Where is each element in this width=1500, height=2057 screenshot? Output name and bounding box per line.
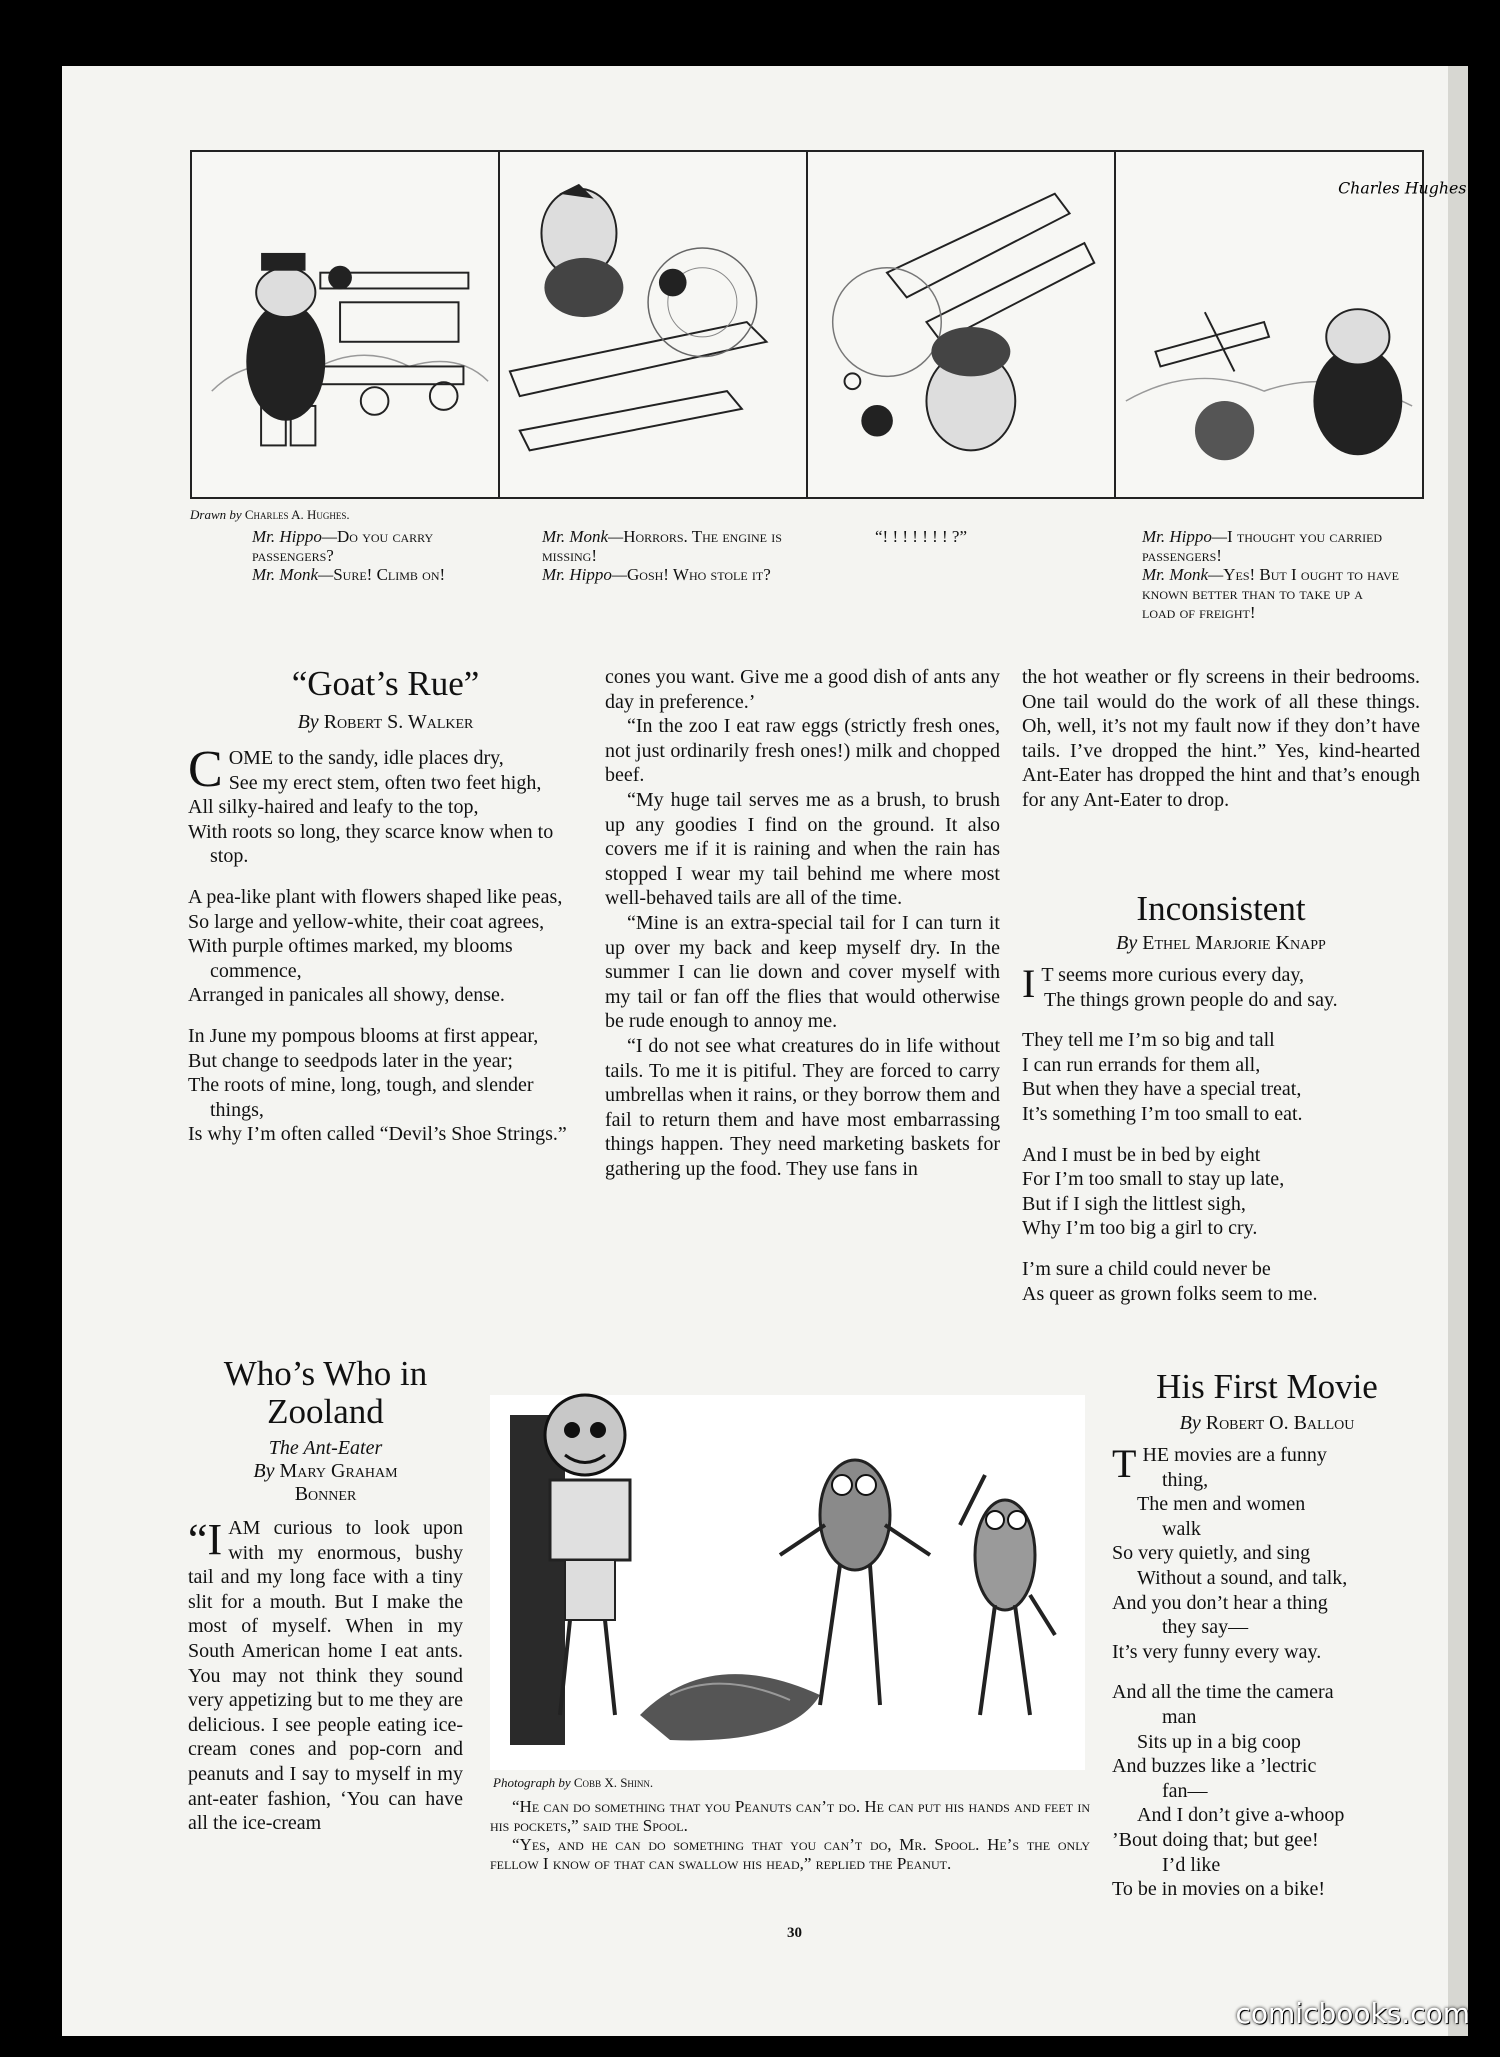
whos-who-col-2 (605, 665, 1000, 1181)
comic-caption-4 (1120, 527, 1400, 622)
caption-text: Do you carry passengers? (252, 527, 434, 565)
caption-text: Horrors. The engine is missing! (542, 527, 782, 565)
drop-cap: I (1022, 961, 1036, 1006)
inconsistent-byline (1022, 932, 1420, 955)
poem-line: they say— (1162, 1616, 1249, 1639)
paragraph: AM curious to look upon with my enormous, bushy tail and my long face with a tiny slit for a mouth. But I make the most of myself. When in my South American home I eat ants. You may not think they sound very appetizing but to me they are delicious. I see people eating ice-cream cones and pop-corn and peanuts and I say to myself in my ant-eater fashion, ‘You can have all the ice-cream (188, 1517, 463, 1835)
paragraph: the hot weather or fly screens in their bedrooms. One tail would do the work of all these things. Oh, well, it’s not my fault now if they don’t have tails. I’ve dropped the hint.” Yes, kind-hearted Ant-Eater has dropped the hint and that’s enough for any Ant-Eater to drop. (1022, 666, 1420, 811)
poem-line: For I’m too small to stay up late, (1022, 1168, 1285, 1191)
photo-caption (490, 1797, 1090, 1873)
paragraph: “Mine is an extra-special tail for I can turn it up over my back and keep myself dry. In the summer I can lie down and cover myself with my tail or fan off the flies that would otherwise be rude enough to annoy me. (605, 911, 1000, 1033)
caption-text: I thought you carried passengers! (1142, 527, 1383, 565)
byline-prefix: By (253, 1460, 275, 1482)
whos-who-title-line-1: Who’s Who in (223, 1354, 428, 1393)
drop-cap: C (188, 741, 223, 798)
comic-signature: Charles Hughes (1338, 178, 1467, 198)
comic-credit (190, 507, 350, 523)
poem-line: And buzzes like a ’lectric (1112, 1755, 1317, 1778)
whos-who-subtitle: The Ant-Eater (268, 1437, 383, 1459)
poem-line: To be in movies on a bike! (1112, 1878, 1325, 1901)
paragraph: “My huge tail serves me as a brush, to brush up any goodies I find on the ground. It also covers me if it is raining and when the rain has stopped I wear my tail behind me where most well-behaved tails are all of the time. (605, 788, 1000, 910)
poem-line: They tell me I’m so big and tall (1022, 1029, 1275, 1052)
poem-line: So very quietly, and sing (1112, 1542, 1311, 1565)
goats-rue-poem (188, 741, 583, 1147)
poem-line: I’m sure a child could never be (1022, 1257, 1271, 1280)
poem-line: Arranged in panicales all showy, dense. (188, 984, 505, 1007)
caption-text: Gosh! Who stole it? (627, 565, 771, 584)
poem-line: In June my pompous blooms at first appear, (188, 1024, 539, 1047)
byline-prefix: By (1179, 1412, 1201, 1434)
inconsistent-poem (1022, 963, 1420, 1306)
caption-speaker: Mr. Hippo— (542, 565, 628, 584)
poem-line: But change to seedpods later in the year; (188, 1049, 513, 1072)
whos-who-byline (188, 1460, 463, 1506)
byline-prefix: By (297, 711, 319, 733)
comic-panel-4 (1116, 152, 1467, 497)
paragraph: “I do not see what creatures do in life without tails. To me it is pitiful. They are forced to carry umbrellas when it rains, or they borrow them and fail to return them and have most embarrassing things happen. They need marketing baskets for gathering up the food. They use fans in (605, 1034, 1000, 1180)
poem-line: The things grown people do and say. (1044, 988, 1338, 1011)
caption-speaker: Mr. Monk— (542, 527, 624, 546)
goats-rue-title: “Goat’s Rue” (291, 664, 480, 703)
comic-panel-3-drawing (808, 152, 1114, 497)
page-spine-shadow (1448, 66, 1468, 2036)
comic-credit-name: Charles A. Hughes. (244, 507, 350, 522)
comic-panel-2-drawing (500, 152, 806, 497)
poem-line: So large and yellow-white, their coat agrees, (188, 910, 545, 933)
whos-who-col-3 (1022, 665, 1420, 813)
comic-panel-2 (500, 152, 808, 497)
comic-panel-1 (192, 152, 500, 497)
page-number: 30 (787, 1925, 802, 1941)
poem-line: It’s something I’m too small to eat. (1022, 1102, 1303, 1125)
first-movie-title: His First Movie (1156, 1367, 1378, 1406)
comic-panel-3 (808, 152, 1116, 497)
poem-line: I’d like (1162, 1853, 1221, 1876)
comic-panel-4-drawing (1116, 152, 1467, 497)
first-movie-article (1112, 1368, 1422, 1902)
poem-line: HE movies are a funny (1142, 1444, 1327, 1466)
poem-line: Without a sound, and talk, (1137, 1566, 1348, 1589)
poem-line: And all the time the camera (1112, 1681, 1334, 1704)
first-movie-byline (1112, 1412, 1422, 1435)
comic-panel-1-drawing (192, 152, 498, 497)
poem-line: But if I sigh the littlest sigh, (1022, 1192, 1246, 1215)
photo-credit-name: Cobb X. Shinn. (573, 1775, 654, 1790)
caption-speaker: Mr. Monk— (1142, 565, 1224, 584)
poem-line: And I don’t give a-whoop (1137, 1804, 1345, 1827)
poem-line: T seems more curious every day, (1041, 964, 1305, 986)
photo-credit (493, 1775, 653, 1791)
poem-line: All silky-haired and leafy to the top, (188, 796, 479, 819)
inconsistent-article (1022, 890, 1420, 1306)
caption-speaker: Mr. Hippo— (252, 527, 338, 546)
poem-line: The roots of mine, long, tough, and slender things, (188, 1074, 534, 1121)
poem-line: But when they have a special treat, (1022, 1078, 1302, 1101)
poem-line: I can run errands for them all, (1022, 1053, 1261, 1076)
poem-line: fan— (1162, 1779, 1208, 1802)
poem-line: ’Bout doing that; but gee! (1112, 1828, 1319, 1851)
poem-line: See my erect stem, often two feet high, (228, 771, 542, 794)
first-movie-author: Robert O. Ballou (1205, 1412, 1355, 1434)
poem-line: Why I’m too big a girl to cry. (1022, 1217, 1258, 1240)
peanut-spool-photo (490, 1395, 1085, 1770)
poem-line: Sits up in a big coop (1137, 1730, 1301, 1753)
goats-rue-article (188, 665, 583, 1147)
drop-cap: T (1112, 1441, 1137, 1486)
peanut-spool-photo-image (490, 1395, 1085, 1770)
paragraph: “In the zoo I eat raw eggs (strictly fresh ones, not just ordinarily fresh ones!) milk and chopped beef. (605, 715, 1000, 787)
poem-line: A pea-like plant with flowers shaped like peas, (188, 885, 563, 908)
whos-who-col-1 (188, 1516, 463, 1836)
whos-who-title (188, 1355, 463, 1431)
comic-caption-1 (230, 527, 490, 584)
drop-cap: “I (188, 1515, 223, 1564)
comic-credit-prefix: Drawn by (190, 507, 242, 522)
poem-line: It’s very funny every way. (1112, 1640, 1322, 1663)
photo-caption-2: “Yes, and he can do something that you can’t do, Mr. Spool. He’s the only fellow I know of that can swallow his head,” replied the Peanut. (490, 1835, 1090, 1873)
photo-caption-1: “He can do something that you Peanuts can’t do. He can put his hands and feet in his pockets,” said the Spool. (490, 1797, 1090, 1835)
poem-line: And I must be in bed by eight (1022, 1143, 1261, 1166)
poem-line: The men and women (1137, 1493, 1306, 1516)
inconsistent-title: Inconsistent (1136, 889, 1306, 928)
goats-rue-byline (188, 711, 583, 734)
whos-who-author-2: Bonner (294, 1483, 357, 1505)
paragraph: cones you want. Give me a good dish of ants any day in preference.’ (605, 666, 1000, 713)
first-movie-poem (1112, 1443, 1422, 1902)
whos-who-author-1: Mary Graham (279, 1460, 398, 1482)
poem-line: With roots so long, they scarce know when to stop. (188, 820, 554, 868)
comic-strip (190, 150, 1467, 499)
photo-credit-prefix: Photograph by (493, 1775, 571, 1790)
comic-caption-2 (520, 527, 810, 584)
caption-speaker: Mr. Hippo— (1142, 527, 1228, 546)
poem-line: OME to the sandy, idle places dry, (228, 747, 504, 769)
poem-line: Is why I’m often called “Devil’s Shoe Strings.” (188, 1123, 567, 1146)
whos-who-title-line-2: Zooland (267, 1392, 384, 1431)
poem-line: And you don’t hear a thing (1112, 1591, 1328, 1614)
caption-text: Yes! But I ought to have known better than to take up a load of freight! (1142, 565, 1399, 622)
poem-line: walk (1162, 1517, 1201, 1540)
caption-text: Sure! Climb on! (333, 565, 446, 584)
watermark: comicbooks.com (1235, 1997, 1470, 2030)
inconsistent-author: Ethel Marjorie Knapp (1142, 932, 1326, 954)
byline-prefix: By (1116, 932, 1138, 954)
poem-line: With purple oftimes marked, my blooms commence, (188, 935, 513, 982)
whos-who-article (188, 1355, 463, 1836)
poem-line: As queer as grown folks seem to me. (1022, 1282, 1318, 1305)
poem-line: thing, (1162, 1468, 1209, 1491)
goats-rue-author: Robert S. Walker (323, 711, 474, 733)
caption-speaker: Mr. Monk— (252, 565, 334, 584)
caption-text: “! ! ! ! ! ! ! ?” (875, 527, 968, 546)
comic-caption-3 (875, 527, 1095, 546)
poem-line: man (1162, 1705, 1197, 1728)
